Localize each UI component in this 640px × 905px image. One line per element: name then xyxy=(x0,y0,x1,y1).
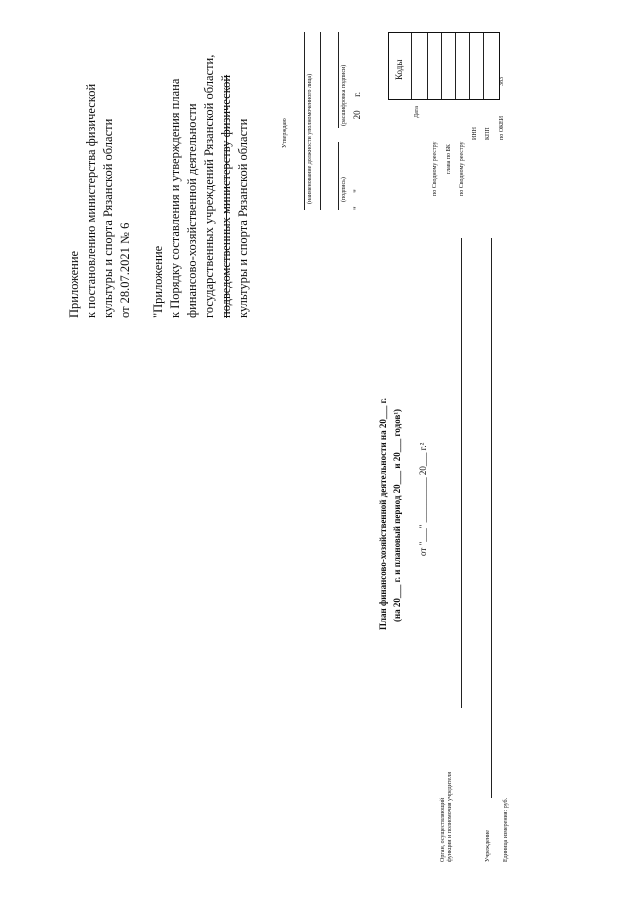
okei-code-value: 383 xyxy=(499,77,505,86)
code-label-date: Дата xyxy=(414,106,420,118)
code-label-consolidated-register-2: по Сводному реестру xyxy=(459,141,465,196)
institution-field-line[interactable] xyxy=(491,238,492,798)
procedure-line-1: "Приложение xyxy=(151,245,165,318)
plan-subtitle: (на 20___ г. и плановый период 20___ и 20___ годов¹) xyxy=(392,408,402,622)
approval-official-line xyxy=(304,32,305,210)
header-line-1: Приложение xyxy=(67,250,81,318)
organ-field-line[interactable] xyxy=(461,238,462,708)
approval-decoding-caption: (расшифровка подписи) xyxy=(341,64,347,126)
procedure-appendix-block xyxy=(150,55,252,318)
plan-title: План финансово-хозяйственной деятельности на 20___ г. xyxy=(378,398,388,630)
approval-label: Утверждаю xyxy=(282,118,288,148)
resolution-appendix-header xyxy=(66,84,134,318)
approval-date-line: " " 20 г. xyxy=(352,91,362,210)
procedure-line-2: к Порядку составления и утверждения плана xyxy=(168,78,182,318)
institution-label: Учреждение xyxy=(485,830,491,862)
procedure-line-5: подведомственных министерству физической xyxy=(219,74,233,318)
code-label-consolidated-register: по Сводному реестру xyxy=(432,141,438,196)
procedure-line-6: культуры и спорта Рязанской области xyxy=(236,118,250,318)
code-label-inn: ИНН xyxy=(472,127,478,140)
header-line-2: к постановлению министерства физической xyxy=(84,83,98,318)
approval-decoding-line xyxy=(338,32,339,128)
approval-signature-line xyxy=(338,142,339,210)
plan-date: от "___" __________ 20___ г.² xyxy=(418,442,428,556)
procedure-line-4: государственных учреждений Рязанской области, xyxy=(202,54,216,318)
header-line-4: от 28.07.2021 № 6 xyxy=(118,222,132,318)
organ-label: Орган, осуществляющий функции и полномочия учредителя xyxy=(440,772,453,862)
code-label-okei: по ОКЕИ xyxy=(499,115,505,140)
code-label-kpp: КПП xyxy=(485,127,491,140)
unit-of-measure: Единица измерения: руб. xyxy=(503,797,509,862)
code-label-glava-bk: глава по БК xyxy=(446,144,452,174)
header-line-3: культуры и спорта Рязанской области xyxy=(101,118,115,318)
codes-header: Коды xyxy=(394,59,404,80)
procedure-line-3: финансово-хозяйственной деятельности xyxy=(185,103,199,318)
approval-official-caption: (наименование должности уполномоченного лица) xyxy=(307,73,313,204)
approval-signature-caption: (подпись) xyxy=(341,177,347,202)
